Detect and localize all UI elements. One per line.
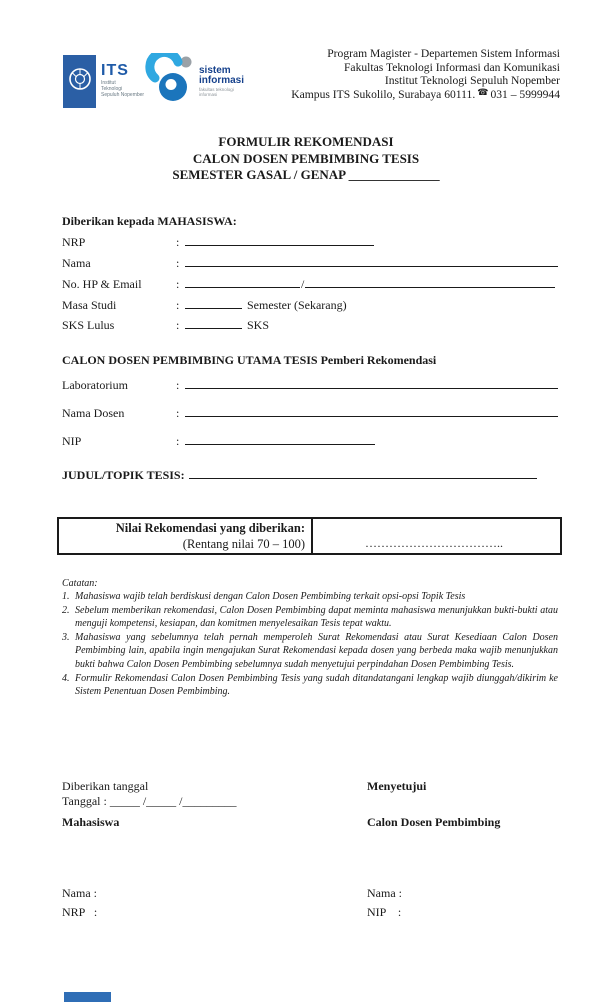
field-row-sks-lulus: SKS Lulus : SKS: [62, 318, 270, 332]
field-label: Masa Studi: [62, 298, 117, 312]
sistem-informasi-subtext: fakultas teknologi informasi: [199, 87, 234, 97]
field-row-hp-email: No. HP & Email : /: [62, 275, 555, 292]
address-line: Program Magister - Departemen Sistem Informasi: [327, 47, 560, 60]
given-date-label: Diberikan tanggal: [62, 779, 149, 793]
notes-section: [62, 577, 558, 699]
address-line: Institut Teknologi Sepuluh Nopember: [384, 74, 560, 88]
field-row-nama-dosen: Nama Dosen :: [62, 404, 558, 421]
form-title: [0, 134, 612, 184]
score-label: Nilai Rekomendasi yang diberikan:: [115, 521, 305, 535]
its-wordmark: ITS: [101, 62, 129, 79]
note-item: 2. Sebelum memberikan rekomendasi, Calon Dosen Pembimbing dapat meminta mahasiswa menunjukkan bukti-bukti atau menguji kompetensi, kesiapan, dan komitmen menyelesaikan Tesis tepat waktu.: [62, 605, 558, 630]
form-title-line2: CALON DOSEN PEMBIMBING TESIS: [192, 150, 420, 166]
score-range: (Rentang nilai 70 – 100): [182, 536, 305, 551]
advisor-nip-label: NIP :: [367, 905, 402, 919]
advisor-role-label: Calon Dosen Pembimbing: [367, 815, 501, 829]
blank-line: [185, 233, 374, 246]
its-emblem-icon: [68, 66, 92, 97]
blank-line: [185, 376, 558, 389]
score-box-value-cell: [313, 519, 560, 553]
advisor-name-label: Nama :: [367, 886, 402, 900]
note-item: 1. Mahasiswa wajib telah berdiskusi dengan Calon Dosen Pembimbing terkait opsi-opsi Topik Tesis: [62, 591, 466, 603]
its-wordmark-subtext: Institut Teknologi Sepuluh Nopember: [101, 80, 145, 98]
field-label: Nama Dosen: [62, 406, 125, 420]
form-title-line1: FORMULIR REKOMENDASI: [218, 134, 394, 149]
phone-icon: ☎: [477, 86, 489, 97]
blank-line: [185, 275, 300, 288]
its-logo: [63, 55, 144, 108]
field-row-nama: Nama :: [62, 254, 558, 271]
student-name-label: Nama :: [62, 886, 97, 900]
footer-accent-bar: [64, 992, 111, 1002]
field-label: Nama: [62, 256, 91, 270]
blank-line: [185, 254, 558, 267]
note-item: 4. Formulir Rekomendasi Calon Dosen Pembimbing Tesis yang sudah ditandatangani lengkap wajib diunggah/dikirim ke Sistem Penentuan Dosen Pembimbing.: [62, 672, 558, 697]
field-row-nip: NIP :: [62, 432, 375, 449]
blank-line: [189, 466, 537, 479]
field-row-judul-topik: [62, 466, 537, 483]
score-value-placeholder: ……………………………..: [365, 536, 503, 550]
student-nrp-label: NRP :: [62, 905, 98, 919]
blank-line: [185, 316, 242, 329]
sistem-informasi-wordmark: sistem informasi fakultas teknologi informasi: [199, 65, 245, 97]
score-box-label-cell: [59, 519, 313, 553]
note-item: 3. Mahasiswa yang sebelumnya telah pernah memperoleh Surat Rekomendasi atau Surat Kesediaan Calon Dosen Pembimbing lain, apabila ingin mengajukan Surat Rekomendasi kepada dosen yang berbeda maka wajib menunjukkan bukti bahwa Calon Dosen Pembimbing sebelumnya sudah menyetujui perpindahan Dosen Pembimbing Tesis.: [62, 632, 558, 670]
field-label: SKS Lulus: [62, 318, 115, 332]
notes-heading: Catatan:: [62, 578, 98, 589]
address-line: Fakultas Teknologi Informasi dan Komunikasi: [343, 60, 560, 74]
field-label: NRP: [62, 235, 86, 249]
date-blank-line: Tanggal : _____ /_____ /_________: [62, 794, 237, 808]
approve-label: Menyetujui: [367, 779, 427, 793]
its-emblem: [63, 55, 96, 108]
blank-line: [185, 404, 558, 417]
field-label: No. HP & Email: [62, 277, 142, 291]
blank-line: [185, 432, 375, 445]
field-row-masa-studi: Masa Studi : Semester (Sekarang): [62, 298, 347, 312]
topic-label: JUDUL/TOPIK TESIS:: [62, 468, 185, 482]
field-label: Laboratorium: [62, 378, 128, 392]
blank-line: [185, 296, 242, 309]
form-title-line3: SEMESTER GASAL / GENAP ______________: [172, 167, 440, 183]
blank-line: [305, 275, 555, 288]
address-line: Kampus ITS Sukolilo, Surabaya 60111. ☎ 031 – 5999944: [291, 86, 560, 101]
sistem-informasi-logo-icon: [142, 53, 196, 112]
field-row-nrp: NRP :: [62, 233, 374, 250]
field-suffix: Semester (Sekarang): [247, 298, 347, 312]
field-suffix: SKS: [247, 318, 270, 332]
institution-address: [291, 47, 560, 102]
field-row-laboratorium: Laboratorium :: [62, 376, 558, 393]
student-role-label: Mahasiswa: [62, 815, 120, 829]
advisor-section-heading: CALON DOSEN PEMBIMBING UTAMA TESIS Pemberi Rekomendasi: [62, 353, 437, 367]
field-label: NIP: [62, 434, 82, 448]
student-section-heading: Diberikan kepada MAHASISWA:: [62, 214, 237, 228]
score-box: [57, 517, 562, 555]
